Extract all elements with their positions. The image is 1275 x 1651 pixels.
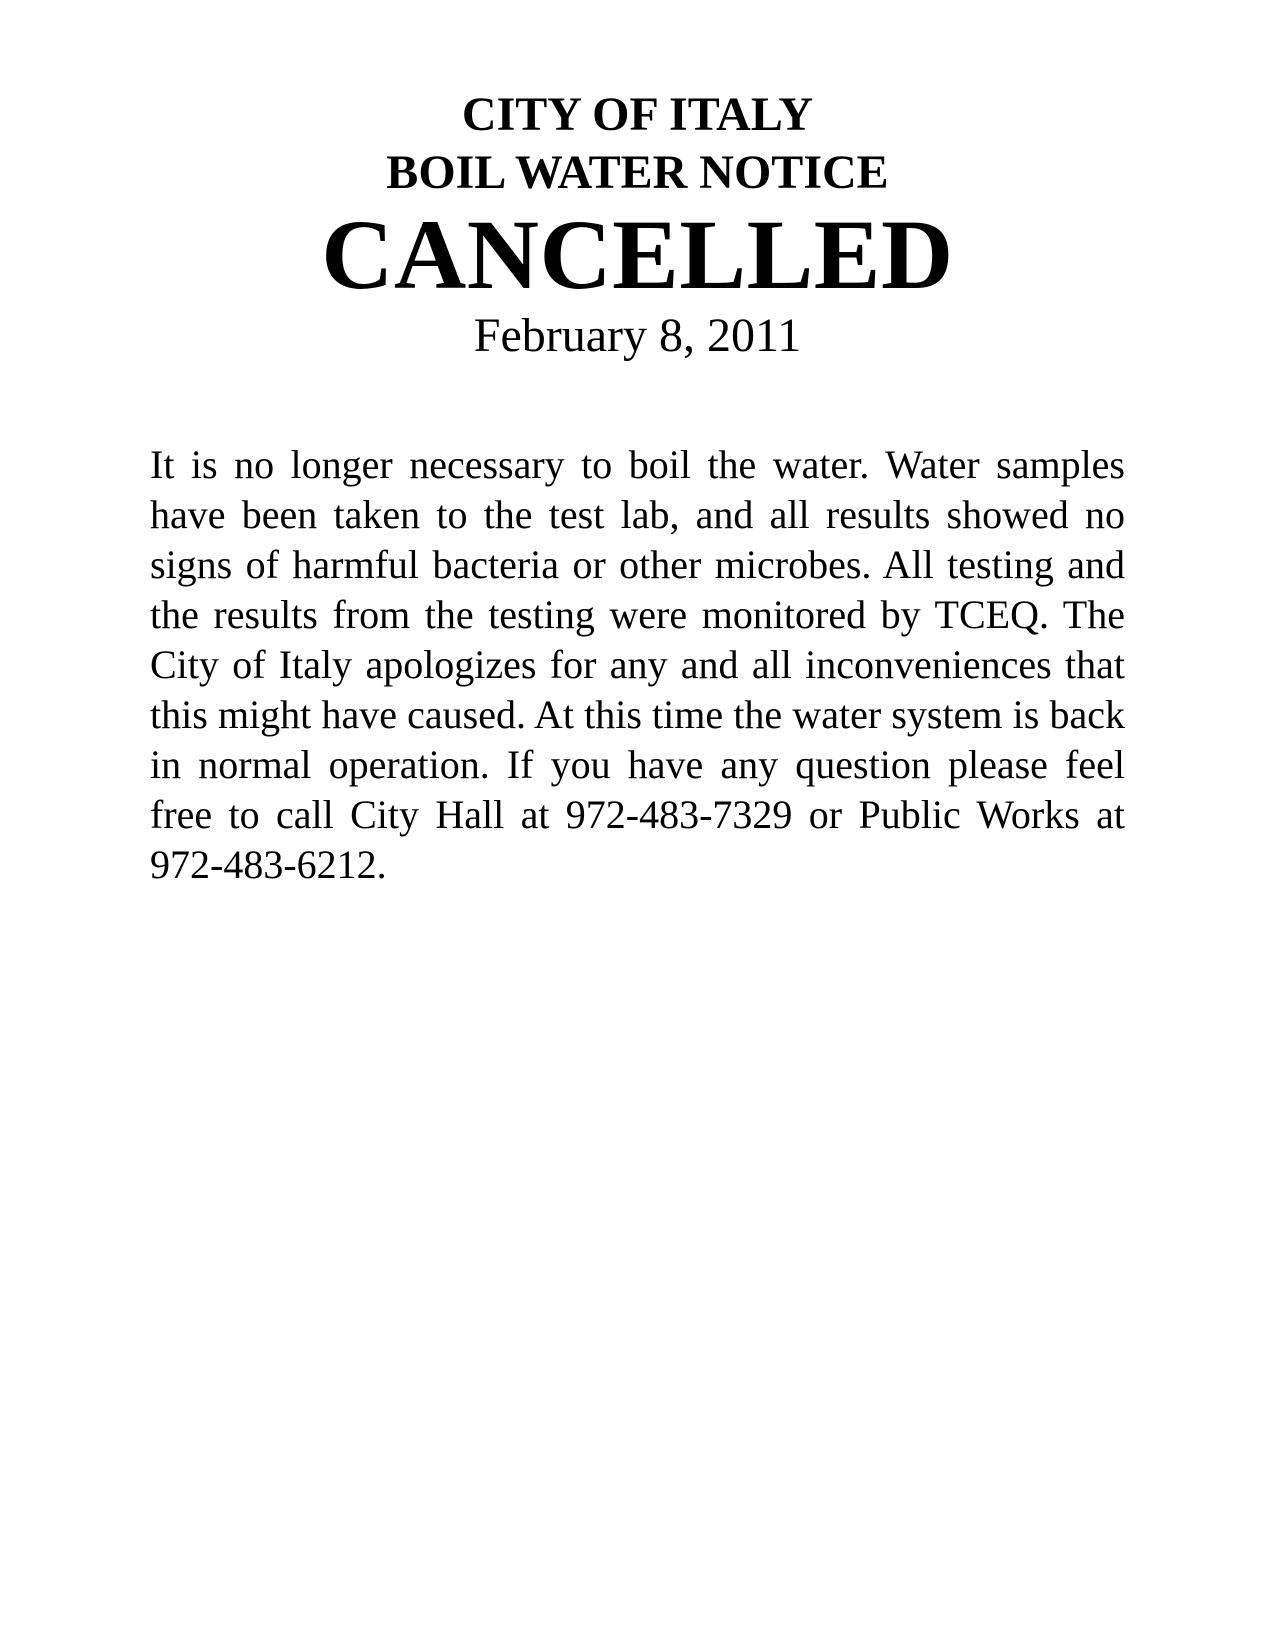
heading-city-of-italy: CITY OF ITALY xyxy=(461,88,814,141)
notice-body-paragraph: It is no longer necessary to boil the water. Water samples have been taken to the test lab, and all results showed no signs of harmful bacteria or other microbes. All testing and the results from the testing were monitored by TCEQ. The City of Italy apologizes for any and all inconveniences that this might have caused. At this time the water system is back in normal operation. If you have any question please feel free to call City Hall at 972-483-7329 or Public Works at 972-483-6212. xyxy=(150,442,1125,887)
heading-cancelled: CANCELLED xyxy=(321,199,954,310)
notice-date: February 8, 2011 xyxy=(473,309,802,362)
document-content xyxy=(150,0,1125,890)
heading-boil-water-notice: BOIL WATER NOTICE xyxy=(386,146,889,199)
